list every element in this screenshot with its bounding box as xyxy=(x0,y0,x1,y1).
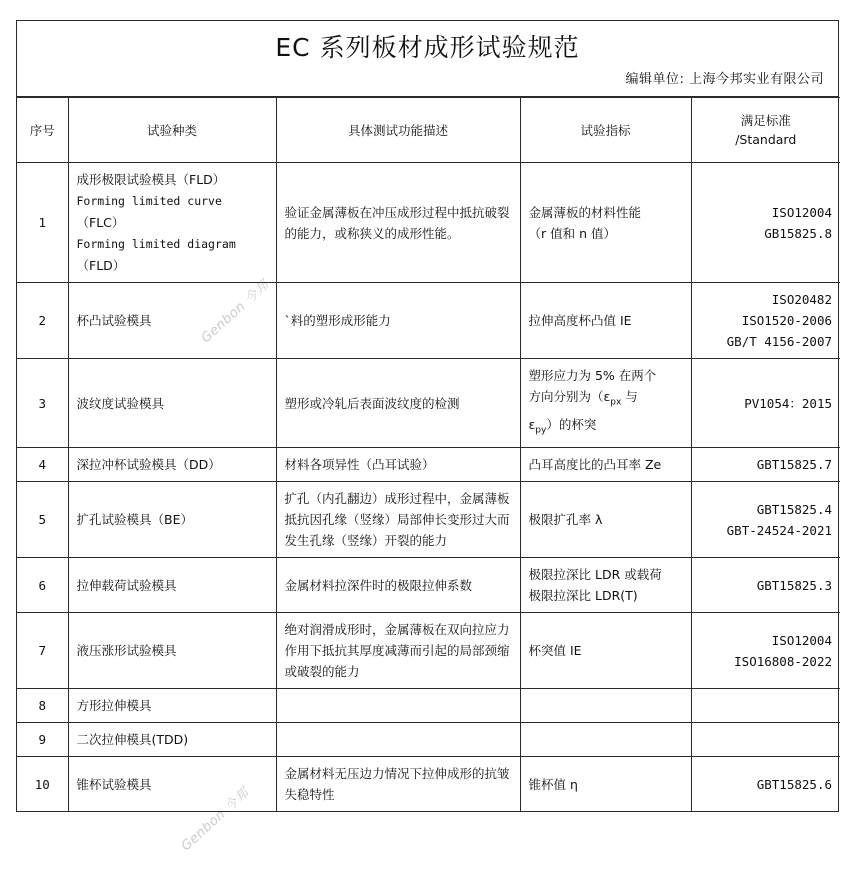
watermark-middle: Genbon 今邦 xyxy=(198,277,273,347)
cell-standard xyxy=(691,448,840,482)
cell-description: 材料各项异性（凸耳试验） xyxy=(276,448,520,482)
kind-line: （FLC） xyxy=(76,215,125,230)
cell-description: 绝对润滑成形时，金属薄板在双向拉应力作用下抵抗其厚度减薄而引起的局部颈缩或破裂的能力 xyxy=(276,613,520,689)
cell-no: 7 xyxy=(17,613,68,689)
indicator-line: 锥杯值 η xyxy=(528,776,578,792)
cell-test-kind xyxy=(68,283,276,359)
header-description: 具体测试功能描述 xyxy=(276,98,520,163)
table-row xyxy=(17,558,840,613)
standard-line: GBT15825.6 xyxy=(756,776,832,792)
indicator-line: 极限拉深比 LDR 或载荷 xyxy=(528,567,662,582)
cell-test-kind xyxy=(68,757,276,812)
cell-test-kind xyxy=(68,558,276,613)
document-frame xyxy=(16,20,839,812)
standard-line: ISO1520-2006 xyxy=(741,313,832,328)
header-standard xyxy=(691,98,840,163)
header-row xyxy=(17,98,840,163)
indicator-line: 方向分别为（$\varepsilon_{px}$ 与 xyxy=(528,389,638,408)
standard-line: GBT15825.4 xyxy=(756,501,832,517)
header-standard-en: /Standard xyxy=(735,132,797,147)
standard-line: GBT15825.7 xyxy=(756,457,832,472)
cell-test-kind xyxy=(68,448,276,482)
standard-line: ISO12004 xyxy=(771,632,832,648)
indicator-line: 杯突值 IE xyxy=(528,643,582,658)
table-row xyxy=(17,613,840,689)
cell-test-kind xyxy=(68,359,276,448)
cell-no: 10 xyxy=(17,757,68,812)
cell-description: 验证金属薄板在冲压成形过程中抵抗破裂的能力，或称狭义的成形性能。 xyxy=(276,163,520,283)
indicator-line: 极限拉深比 LDR(T) xyxy=(528,588,638,603)
cell-standard xyxy=(691,359,840,448)
cell-standard xyxy=(691,558,840,613)
cell-no: 2 xyxy=(17,283,68,359)
cell-indicator xyxy=(520,558,691,613)
title-band xyxy=(17,21,838,97)
standard-line: GBT15825.3 xyxy=(756,577,832,593)
document-subtitle: 编辑单位: 上海今邦实业有限公司 xyxy=(625,72,824,87)
kind-line: 锥杯试验模具 xyxy=(76,776,152,792)
cell-description: 塑形或冷轧后表面波纹度的检测 xyxy=(276,359,520,448)
kind-line: 二次拉伸模具(TDD) xyxy=(76,732,189,747)
cell-indicator xyxy=(520,163,691,283)
cell-standard xyxy=(691,283,840,359)
kind-line: 波纹度试验模具 xyxy=(76,395,165,411)
watermark-bottom: Genbon 今邦 xyxy=(178,785,253,855)
kind-line: （FLD） xyxy=(76,258,126,273)
header-kind: 试验种类 xyxy=(68,98,276,163)
standard-line: ISO20482 xyxy=(771,292,832,307)
cell-indicator xyxy=(520,613,691,689)
standard-line: GBT-24524-2021 xyxy=(726,522,832,538)
cell-description xyxy=(276,689,520,723)
kind-line: 拉伸载荷试验模具 xyxy=(76,577,177,593)
cell-test-kind xyxy=(68,723,276,757)
table-header xyxy=(17,98,840,163)
cell-test-kind xyxy=(68,482,276,558)
specification-table xyxy=(17,97,840,811)
indicator-line: 拉伸高度杯凸值 IE xyxy=(528,313,632,328)
cell-standard xyxy=(691,757,840,812)
cell-description: 扩孔（内孔翻边）成形过程中，金属薄板抵抗因孔缘（竖缘）局部伸长变形过大而发生孔缘（竖缘）开裂的能力 xyxy=(276,482,520,558)
cell-standard xyxy=(691,163,840,283)
header-indicator: 试验指标 xyxy=(520,98,691,163)
standard-line: GB15825.8 xyxy=(764,225,832,241)
table-body xyxy=(17,163,840,812)
cell-standard xyxy=(691,689,840,723)
cell-indicator xyxy=(520,723,691,757)
standard-line: ISO16808-2022 xyxy=(734,653,832,669)
cell-indicator xyxy=(520,448,691,482)
kind-line: 方形拉伸模具 xyxy=(76,698,152,713)
cell-description: 金属材料拉深件时的极限拉伸系数 xyxy=(276,558,520,613)
cell-test-kind xyxy=(68,613,276,689)
cell-description xyxy=(276,723,520,757)
kind-line: 扩孔试验模具（BE） xyxy=(76,512,193,527)
table-row xyxy=(17,163,840,283)
kind-line: Forming limited curve xyxy=(76,194,222,208)
cell-indicator xyxy=(520,482,691,558)
cell-no: 4 xyxy=(17,448,68,482)
cell-standard xyxy=(691,723,840,757)
standard-line: GB/T 4156-2007 xyxy=(726,334,832,349)
standard-line: ISO12004 xyxy=(771,204,832,220)
table-row xyxy=(17,359,840,448)
cell-indicator xyxy=(520,359,691,448)
header-standard-cn: 满足标准 xyxy=(740,113,791,128)
indicator-line: 金属薄板的材料性能 xyxy=(528,204,642,220)
cell-standard xyxy=(691,482,840,558)
kind-line: 成形极限试验模具（FLD） xyxy=(76,172,226,187)
cell-no: 1 xyxy=(17,163,68,283)
document-title: EC 系列板材成形试验规范 xyxy=(275,33,580,62)
kind-line: 液压涨形试验模具 xyxy=(76,643,177,658)
cell-no: 9 xyxy=(17,723,68,757)
indicator-line: 塑形应力为 5% 在两个 xyxy=(528,368,657,383)
kind-line: Forming limited diagram xyxy=(76,237,236,251)
cell-test-kind xyxy=(68,163,276,283)
cell-description: `料的塑形成形能力 xyxy=(276,283,520,359)
indicator-line: 凸耳高度比的凸耳率 Ze xyxy=(528,457,662,472)
cell-indicator xyxy=(520,283,691,359)
table-row xyxy=(17,689,840,723)
cell-indicator xyxy=(520,689,691,723)
indicator-line: 极限扩孔率 λ xyxy=(528,512,603,527)
table-row xyxy=(17,757,840,812)
cell-no: 6 xyxy=(17,558,68,613)
indicator-line: $\varepsilon_{py}$）的杯突 xyxy=(528,416,597,435)
indicator-line: （r 值和 n 值） xyxy=(528,225,616,241)
cell-no: 3 xyxy=(17,359,68,448)
table-row xyxy=(17,283,840,359)
cell-description: 金属材料无压边力情况下拉伸成形的抗皱失稳特性 xyxy=(276,757,520,812)
standard-line: PV1054：2015 xyxy=(744,395,832,411)
table-row xyxy=(17,448,840,482)
kind-line: 深拉冲杯试验模具（DD） xyxy=(76,457,221,472)
cell-indicator xyxy=(520,757,691,812)
cell-no: 8 xyxy=(17,689,68,723)
kind-line: 杯凸试验模具 xyxy=(76,313,152,328)
cell-standard xyxy=(691,613,840,689)
cell-test-kind xyxy=(68,689,276,723)
table-row xyxy=(17,723,840,757)
cell-no: 5 xyxy=(17,482,68,558)
table-row xyxy=(17,482,840,558)
header-no: 序号 xyxy=(17,98,68,163)
